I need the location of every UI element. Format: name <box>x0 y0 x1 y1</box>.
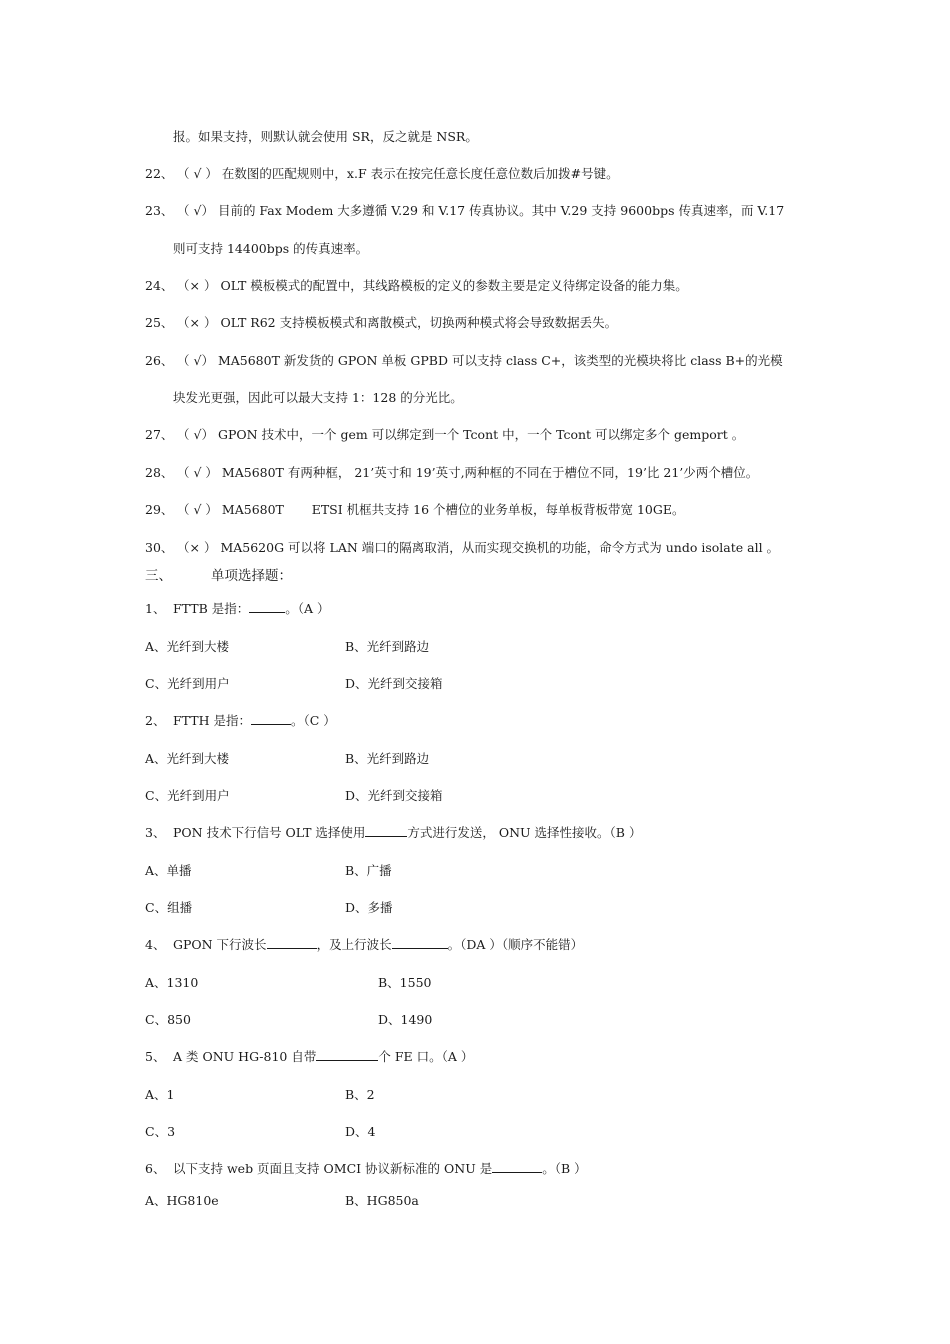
option-d: D、多播 <box>345 900 393 915</box>
judgement-mark: （× ） <box>177 540 217 555</box>
question-stem: PON 技术下行信号 OLT 选择使用 <box>173 825 366 840</box>
option-d: D、光纤到交接箱 <box>345 788 443 803</box>
section-title: 单项选择题： <box>211 568 292 584</box>
judgement-text: 目前的 Fax Modem 大多遵循 V.29 和 V.17 传真协议。其中 V.29 支持 9600bps 传真速率，而 V.17 <box>217 203 785 218</box>
judgement-mark: （ √） <box>177 203 214 218</box>
judgement-24 <box>145 278 688 294</box>
judgement-text: OLT R62 支持模板模式和离散模式，切换两种模式将会导致数据丢失。 <box>220 315 618 330</box>
judgement-number: 27、 <box>145 427 174 442</box>
judgement-number: 22、 <box>145 166 174 181</box>
option-c: C、850 <box>145 1012 191 1027</box>
option-a: A、1310 <box>145 975 199 990</box>
judgement-mark: （ √ ） <box>177 166 218 181</box>
question-answer: 。（A ） <box>285 601 330 616</box>
option-b: B、HG850a <box>345 1193 419 1208</box>
option-b: B、广播 <box>345 863 392 878</box>
judgement-mark: （ √ ） <box>177 465 218 480</box>
option-d: D、光纤到交接箱 <box>345 676 443 691</box>
section-heading <box>145 568 292 584</box>
question-6 <box>145 1161 587 1177</box>
judgement-mark: （× ） <box>177 278 217 293</box>
judgement-text-continued: 块发光更强，因此可以最大支持 1：128 的分光比。 <box>173 390 463 405</box>
option-b: B、光纤到路边 <box>345 751 430 766</box>
question-stem: FTTB 是指： <box>173 601 250 616</box>
judgement-number: 23、 <box>145 203 174 218</box>
judgement-text: GPON 技术中，一个 gem 可以绑定到一个 Tcont 中，一个 Tcont 可以绑定多个 gemport 。 <box>217 427 745 442</box>
judgement-26 <box>145 353 783 369</box>
question-answer: 。（B ） <box>542 1161 587 1176</box>
option-d: D、1490 <box>378 1012 433 1027</box>
question-number: 5、 <box>145 1049 166 1064</box>
judgement-26-continuation <box>173 390 463 406</box>
option-a: A、HG810e <box>145 1193 219 1208</box>
judgement-22 <box>145 166 619 182</box>
judgement-number: 30、 <box>145 540 174 555</box>
question-number: 4、 <box>145 937 166 952</box>
option-b: B、2 <box>345 1087 375 1102</box>
option-d: D、4 <box>345 1124 376 1139</box>
question-stem-middle: ，及上行波长 <box>316 937 392 952</box>
option-a: A、1 <box>145 1087 175 1102</box>
judgement-text: MA5680T 有两种框， 21’英寸和 19’英寸,两种框的不同在于槽位不同，19’比 21’少两个槽位。 <box>221 465 759 480</box>
option-a: A、单播 <box>145 863 192 878</box>
answer-blank <box>251 713 291 725</box>
answer-blank-2 <box>392 937 448 949</box>
question-answer: 。（DA ）（顺序不能错） <box>447 937 584 952</box>
judgement-30 <box>145 540 779 556</box>
judgement-text-continued: 则可支持 14400bps 的传真速率。 <box>173 241 369 256</box>
question-5 <box>145 1049 473 1065</box>
judgement-text: OLT 模板模式的配置中，其线路模板的定义的参数主要是定义待绑定设备的能力集。 <box>220 278 688 293</box>
question-2 <box>145 713 336 729</box>
answer-blank <box>365 825 407 837</box>
judgement-mark: （ √ ） <box>177 502 218 517</box>
answer-blank <box>249 601 285 613</box>
question-answer: 方式进行发送， ONU 选择性接收。（B ） <box>407 825 642 840</box>
question-stem: A 类 ONU HG-810 自带 <box>173 1049 317 1064</box>
judgement-mark: （× ） <box>177 315 217 330</box>
judgement-27 <box>145 427 744 443</box>
question-stem: 以下支持 web 页面且支持 OMCI 协议新标准的 ONU 是 <box>173 1161 493 1176</box>
question-stem: GPON 下行波长 <box>173 937 267 952</box>
judgement-number: 24、 <box>145 278 174 293</box>
option-b: B、光纤到路边 <box>345 639 430 654</box>
section-number: 三、 <box>145 568 172 584</box>
judgement-number: 29、 <box>145 502 174 517</box>
question-stem: FTTH 是指： <box>173 713 251 728</box>
continuation-text: 报。如果支持，则默认就会使用 SR，反之就是 NSR。 <box>173 129 478 144</box>
option-c: C、光纤到用户 <box>145 788 230 803</box>
option-b: B、1550 <box>378 975 432 990</box>
judgement-28 <box>145 465 758 481</box>
question-number: 3、 <box>145 825 166 840</box>
judgement-text: 在数图的匹配规则中，x.F 表示在按完任意长度任意位数后加拨#号键。 <box>221 166 619 181</box>
judgement-number: 26、 <box>145 353 174 368</box>
judgement-23 <box>145 203 784 219</box>
continuation-line <box>173 129 478 145</box>
judgement-number: 25、 <box>145 315 174 330</box>
judgement-number: 28、 <box>145 465 174 480</box>
question-1 <box>145 601 330 617</box>
option-a: A、光纤到大楼 <box>145 639 230 654</box>
question-number: 2、 <box>145 713 166 728</box>
question-4 <box>145 937 583 953</box>
question-answer: 。（C ） <box>290 713 336 728</box>
question-number: 6、 <box>145 1161 166 1176</box>
judgement-mark: （ √） <box>177 427 214 442</box>
judgement-mark: （ √） <box>177 353 214 368</box>
question-number: 1、 <box>145 601 166 616</box>
judgement-25 <box>145 315 617 331</box>
judgement-text: MA5680T ETSI 机框共支持 16 个槽位的业务单板，每单板背板带宽 10GE。 <box>221 502 685 517</box>
judgement-text: MA5680T 新发货的 GPON 单板 GPBD 可以支持 class C+，该类型的光模块将比 class B+的光模 <box>217 353 783 368</box>
question-answer: 个 FE 口。（A ） <box>378 1049 474 1064</box>
judgement-text: MA5620G 可以将 LAN 端口的隔离取消，从而实现交换机的功能，命令方式为 undo isolate all 。 <box>220 540 780 555</box>
answer-blank <box>492 1161 542 1173</box>
judgement-23-continuation <box>173 241 368 257</box>
answer-blank-1 <box>267 937 317 949</box>
option-a: A、光纤到大楼 <box>145 751 230 766</box>
option-c: C、光纤到用户 <box>145 676 230 691</box>
answer-blank <box>316 1049 378 1061</box>
judgement-29 <box>145 502 685 518</box>
option-c: C、组播 <box>145 900 193 915</box>
question-3 <box>145 825 641 841</box>
option-c: C、3 <box>145 1124 176 1139</box>
